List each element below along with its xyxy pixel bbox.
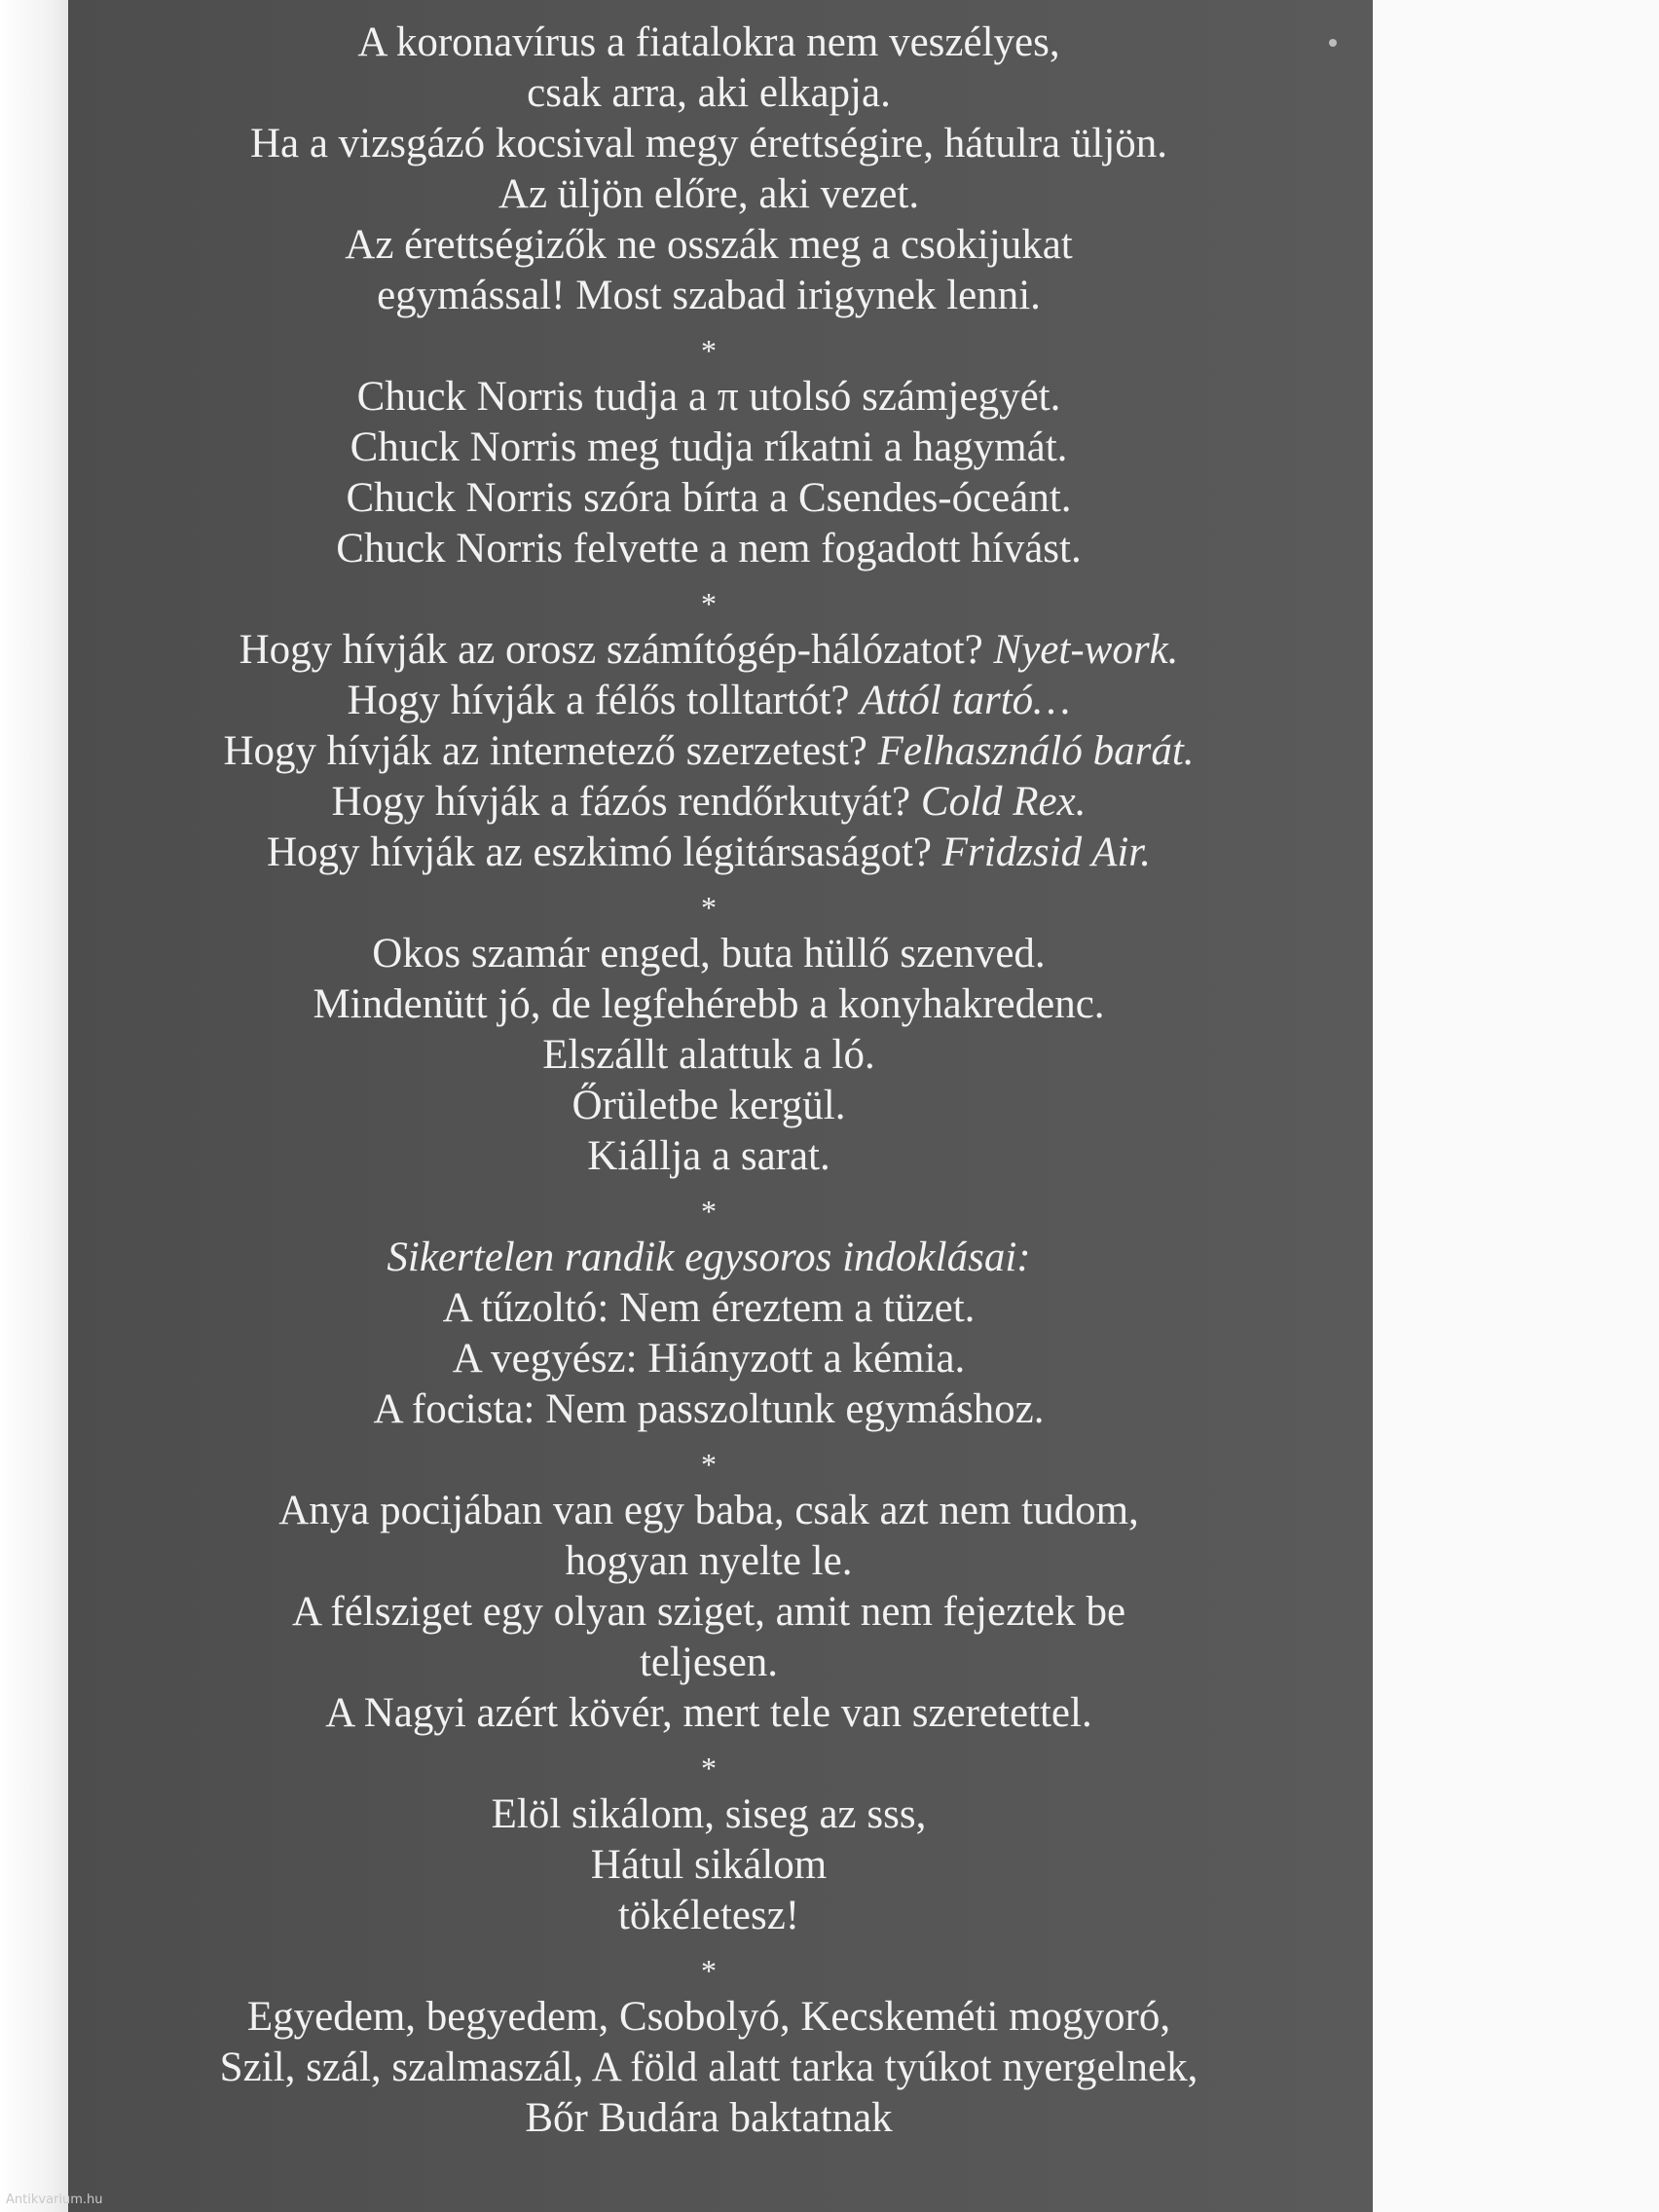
line-text: A vegyész: Hiányzott a kémia.: [452, 1336, 966, 1382]
line-text: A félsziget egy olyan sziget, amit nem fejeztek be: [291, 1589, 1126, 1635]
line-text: Okos szamár enged, buta hüllő szenved.: [372, 931, 1046, 977]
line-text: hogyan nyelte le.: [565, 1538, 853, 1584]
text-line: [68, 1536, 1349, 1587]
text-line: [68, 1081, 1349, 1131]
text-line: [68, 1587, 1349, 1638]
text-line: [68, 372, 1349, 423]
line-text: Chuck Norris szóra bírta a Csendes-óceánt.: [346, 475, 1072, 521]
text-line: [68, 423, 1349, 473]
asterisk-separator: *: [701, 586, 717, 621]
text-section: [68, 1435, 1349, 1739]
line-text: Az érettségizők ne osszák meg a csokijukat: [345, 222, 1073, 268]
text-line: [68, 1688, 1349, 1739]
text-line: [68, 1486, 1349, 1536]
text-line: [68, 524, 1349, 574]
line-text: egymással! Most szabad irigynek lenni.: [377, 273, 1041, 318]
line-text: Bőr Budára baktatnak: [525, 2095, 893, 2141]
line-text: Mindenütt jó, de legfehérebb a konyhakredenc.: [313, 981, 1105, 1027]
text-line: [68, 828, 1349, 878]
line-text: Az üljön előre, aki vezet.: [498, 171, 920, 217]
page-right-margin: [1368, 0, 1659, 2212]
text-section: [68, 1941, 1349, 2144]
line-text: Hogy hívják az orosz számítógép-hálózatot?: [239, 627, 983, 673]
line-text: Egyedem, begyedem, Csobolyó, Kecskeméti mogyoró,: [246, 1994, 1171, 2040]
line-text: csak arra, aki elkapja.: [527, 70, 891, 116]
text-line: [68, 1789, 1349, 1840]
text-section: [68, 1739, 1349, 1941]
line-text: Kiállja a sarat.: [587, 1133, 830, 1179]
line-text: Hogy hívják a félős tolltartót?: [347, 678, 850, 723]
line-text: A tűzoltó: Nem éreztem a tüzet.: [442, 1285, 976, 1331]
text-section: [68, 574, 1349, 878]
text-line: [68, 271, 1349, 321]
text-line: [68, 18, 1349, 68]
line-text: Chuck Norris felvette a nem fogadott hívást.: [336, 526, 1082, 571]
text-line: [68, 473, 1349, 524]
text-section: [68, 1182, 1349, 1435]
text-line: [68, 220, 1349, 271]
text-line: [68, 1840, 1349, 1891]
line-text: Hátul sikálom: [590, 1842, 828, 1888]
line-text: Hogy hívják az eszkimó légitársaságot?: [266, 830, 932, 875]
line-text: Hogy hívják a fázós rendőrkutyát?: [331, 779, 911, 825]
line-text: Szil, szál, szalmaszál, A föld alatt tarka tyúkot nyergelnek,: [219, 2045, 1198, 2090]
asterisk-separator: *: [701, 1194, 717, 1229]
section-heading: Sikertelen randik egysoros indoklásai:: [387, 1235, 1031, 1280]
asterisk-separator: *: [701, 1751, 717, 1786]
text-line: [68, 169, 1349, 220]
text-line: [68, 1638, 1349, 1688]
text-line: [68, 979, 1349, 1030]
text-section: [68, 878, 1349, 1182]
page-left-edge: [0, 0, 74, 2212]
punchline-text: Attól tartó…: [860, 678, 1071, 723]
line-text: Anya pocijában van egy baba, csak azt nem tudom,: [278, 1488, 1139, 1533]
line-text: Hogy hívják az internetező szerzetest?: [223, 728, 867, 774]
line-text: A Nagyi azért kövér, mert tele van szeretettel.: [325, 1690, 1092, 1736]
punchline-text: Cold Rex.: [920, 779, 1087, 825]
text-line: [68, 119, 1349, 169]
line-text: Elszállt alattuk a ló.: [542, 1032, 875, 1078]
text-line: [68, 1992, 1349, 2043]
punchline-text: Felhasználó barát.: [877, 728, 1195, 774]
text-section: [68, 321, 1349, 574]
text-line: [68, 2043, 1349, 2093]
text-line: [68, 625, 1349, 676]
site-watermark: Antikvarium.hu: [6, 2193, 103, 2207]
text-line: [68, 1030, 1349, 1081]
text-line: [68, 1334, 1349, 1384]
text-line: [68, 1283, 1349, 1334]
text-line: [68, 68, 1349, 119]
line-text: A focista: Nem passzoltunk egymáshoz.: [373, 1386, 1045, 1432]
asterisk-separator: *: [701, 890, 717, 925]
line-text: teljesen.: [639, 1640, 779, 1685]
text-line: [68, 2093, 1349, 2144]
line-text: Őrületbe kergül.: [571, 1083, 846, 1128]
joke-text-column: [68, 18, 1349, 2144]
text-line: [68, 1384, 1349, 1435]
text-line: [68, 1891, 1349, 1941]
punchline-text: Nyet-work.: [993, 627, 1179, 673]
text-line: [68, 1131, 1349, 1182]
line-text: Elöl sikálom, siseg az sss,: [491, 1791, 927, 1837]
line-text: tökéletesz!: [617, 1893, 800, 1938]
text-section: [68, 18, 1349, 321]
asterisk-separator: *: [701, 333, 717, 368]
line-text: A koronavírus a fiatalokra nem veszélyes,: [357, 19, 1060, 65]
line-text: Chuck Norris meg tudja ríkatni a hagymát.: [350, 424, 1068, 470]
line-text: Chuck Norris tudja a π utolsó számjegyét.: [356, 374, 1061, 420]
text-line: [68, 726, 1349, 777]
text-line: [68, 676, 1349, 726]
asterisk-separator: *: [701, 1447, 717, 1482]
asterisk-separator: *: [701, 1953, 717, 1988]
punchline-text: Fridzsid Air.: [941, 830, 1152, 875]
line-text: Ha a vizsgázó kocsival megy érettségire, hátulra üljön.: [249, 121, 1168, 166]
text-line: [68, 777, 1349, 828]
text-line: [68, 929, 1349, 979]
